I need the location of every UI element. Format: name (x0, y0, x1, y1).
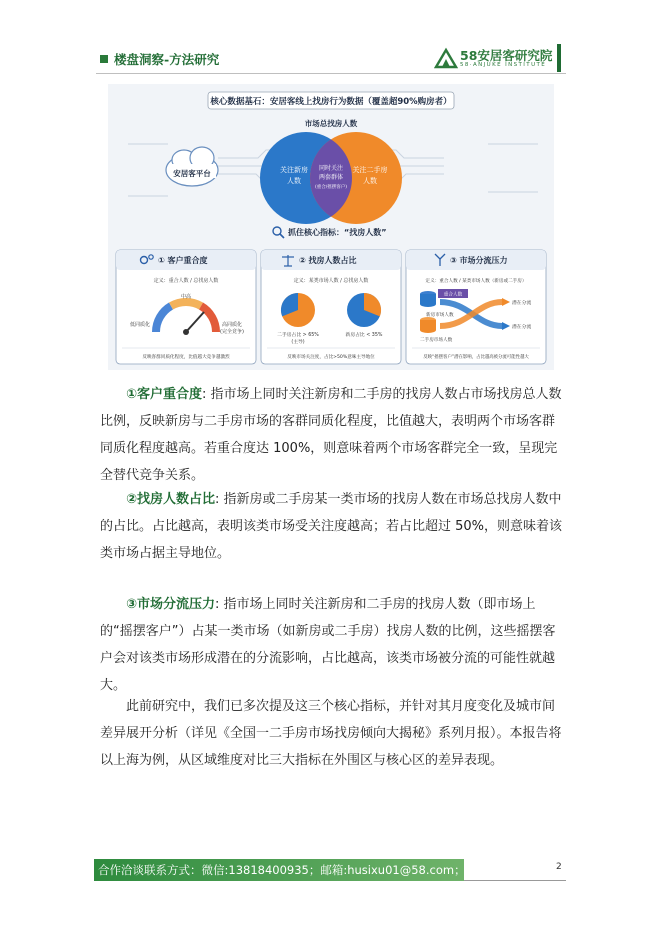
panel-1-title: ① 客户重合度 (158, 256, 208, 265)
panel-3-footer: 反映“摇摆客户”潜在影响，占比越高被分流可能性越大 (423, 355, 529, 360)
header-divider (96, 73, 566, 74)
page-header (96, 44, 566, 74)
paragraph-text: : 指市场上同时关注新房和二手房的找房人数（即市场上的“摇摆客户”）占某一类市场（如新房或二手房）找房人数的比例，这些摇摆客户会对该类市场形成潜在的分流影响，占比越高，该类市场被分流的可能性就越大。 (100, 597, 556, 693)
core-metric-label: 抓住核心指标：“找房人数” (288, 228, 387, 237)
footer-contact: 合作洽谈联系方式：微信:13818400935；邮箱:husixu01@58.com； (98, 863, 466, 877)
venn-right-label-2: 人数 (363, 177, 377, 185)
footer-contact-bar (94, 859, 464, 881)
gauge-mid-label: 中高 (180, 294, 192, 300)
panel-customer-overlap (116, 250, 256, 364)
venn-overlap-label-2: 两套群体 (318, 174, 344, 181)
flow-label-2: 潜在分流 (512, 325, 532, 330)
panel-2-title: ② 找房人数占比 (299, 256, 357, 265)
footer-divider (464, 880, 566, 881)
venn-overlap-label-1: 同时关注 (318, 165, 344, 172)
panel-1-definition: 定义：重合人数 / 总找房人数 (153, 278, 219, 284)
pie-1-sublabel: (主导) (291, 340, 305, 345)
panel-3-title: ③ 市场分流压力 (450, 256, 508, 265)
paragraph-diversion-pressure (100, 591, 566, 699)
header-accent-bar (557, 44, 561, 72)
gauge-high-label-1: 高同质化 (221, 322, 243, 328)
venn-right-label-1: 关注二手房 (352, 166, 388, 174)
gauge-high-label-2: (完全竞争) (220, 329, 244, 335)
overlap-count-label: 重合人数 (443, 292, 463, 298)
panel-2-definition: 定义：某类市场人数 / 总找房人数 (293, 278, 369, 284)
paragraph-text: : 指新房或二手房某一类市场的找房人数在市场总找房人数中的占比。占比越高，表明该类市场受关注度越高；若占比超过 50%，则意味着该类市场占据主导地位。 (100, 492, 563, 561)
paragraph-text: : 指市场上同时关注新房和二手房的找房人数占市场找房总人数比例，反映新房与二手房市场的客群同质化程度，比值越大，表明两个市场客群同质化程度越高。若重合度达 100%，则意味着两个市场客群完全一致，呈现完全替代竞争关系。 (100, 387, 562, 483)
gauge-low-label: 低同质化 (129, 322, 151, 328)
venn-title: 市场总找房人数 (304, 119, 358, 128)
header-title: 楼盘洞察-方法研究 (114, 52, 220, 67)
logo-name: 58安居客研究院 (460, 48, 553, 63)
logo-house-icon (434, 47, 458, 69)
panel-diversion-pressure (406, 250, 546, 364)
keyword-overlap-rate: ①客户重合度 (126, 387, 203, 402)
venn-overlap-label-3: (重合/摇摆客户) (314, 185, 348, 190)
paragraph-overlap-rate (100, 381, 566, 489)
panel-search-share (261, 250, 401, 364)
second-market-label: 二手房市场人数 (420, 338, 453, 343)
pie-1-label: 二手房占比 > 65% (277, 333, 319, 338)
paragraph-search-share (100, 486, 566, 567)
platform-label: 安居客平台 (173, 169, 211, 178)
logo-subtitle: 58·ANJUKE INSTITUTE (460, 62, 547, 68)
keyword-diversion-pressure: ③市场分流压力 (126, 597, 216, 612)
flow-label-1: 潜在分流 (512, 301, 532, 306)
new-market-label: 新房市场人数 (426, 313, 454, 318)
venn-left-label-1: 关注新房 (280, 166, 308, 174)
banner-text: 核心数据基石：安居客线上找房行为数据（覆盖超90%购房者） (210, 97, 452, 107)
venn-left-label-2: 人数 (287, 177, 301, 185)
page-number: 2 (556, 862, 562, 872)
logo (434, 46, 564, 72)
panel-1-footer: 反映客群同质化程度，比值越大竞争越激烈 (142, 355, 230, 360)
paragraph-text: 此前研究中，我们已多次提及这三个核心指标，并针对其月度变化及城市间差异展开分析（详见《全国一二手房市场找房倾向大揭秘》系列月报）。本报告将以上海为例，从区域维度对比三大指标在外围区与核心区的差异表现。 (100, 699, 562, 768)
header-square-icon (100, 55, 108, 63)
keyword-search-share: ②找房人数占比 (126, 492, 216, 507)
core-metrics-figure (108, 84, 554, 370)
pie-2-label: 新房占比 < 35% (345, 333, 383, 338)
panel-3-definition: 定义：重合人数 / 某类市场人数（新房或二手房） (425, 279, 527, 284)
paragraph-report-intro (100, 693, 566, 774)
panel-2-footer: 反映市场关注度，占比>50%意味主导地位 (287, 355, 375, 360)
